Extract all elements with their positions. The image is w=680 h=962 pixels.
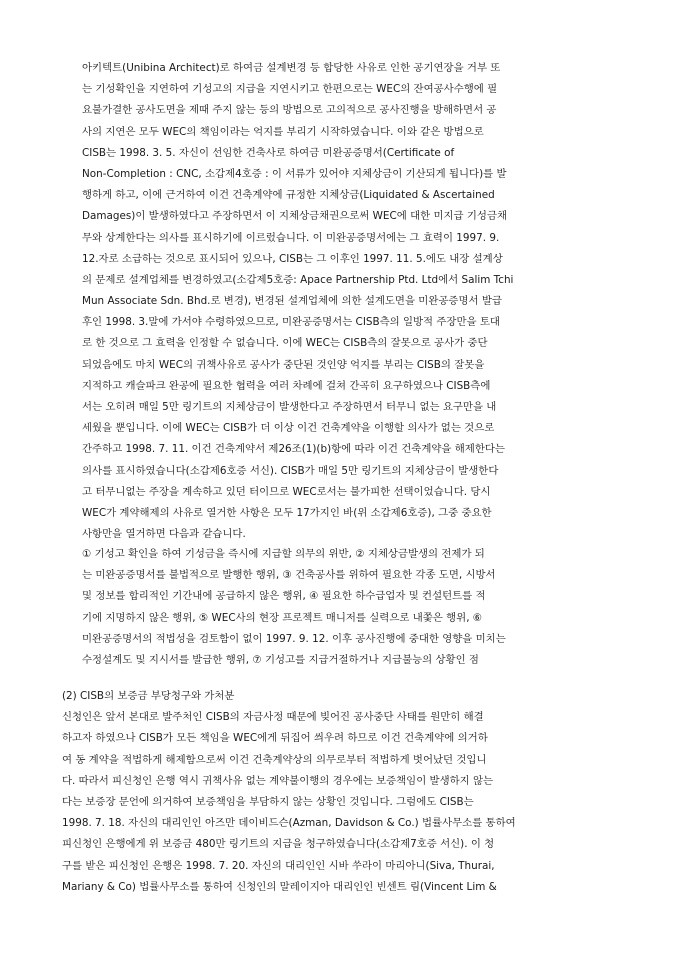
text-line: 다는 보증장 문언에 의거하여 보증책임을 부담하지 않는 상황인 것입니다. 그럼에도 CISB는	[62, 795, 474, 808]
text-line: Mun Associate Sdn. Bhd.로 변경), 변경된 설계업체에 의한 설계도면을 미완공증명서 발급	[82, 295, 502, 308]
text-line: 세웠을 뿐입니다. 이에 WEC는 CISB가 더 이상 이건 건축계약을 이행할 의사가 없는 것으로	[82, 422, 495, 435]
text-line: 사의 지연은 모두 WEC의 책임이라는 억지를 부리기 시작하였습니다. 이와 같은 방법으로	[82, 125, 484, 138]
text-line: 의 문제로 설계업체를 변경하였고(소갑제5호증: Apace Partnership Ptd. Ltd에서 Salim Tchi	[82, 273, 514, 286]
text-line: 되었음에도 마치 WEC의 귀책사유로 공사가 중단된 것인양 억지를 부리는 CISB의 잘못을	[82, 358, 485, 371]
text-line: WEC가 계약해제의 사유로 열거한 사항은 모두 17가지인 바(위 소갑제6호증), 그중 중요한	[82, 506, 492, 519]
text-line: 다. 따라서 피신청인 은행 역시 귀책사유 없는 계약불이행의 경우에는 보증책임이 발생하지 않는	[62, 774, 494, 787]
section-heading: (2) CISB의 보증금 부당청구와 가처분	[62, 690, 235, 702]
list-line: 기에 지명하지 않은 행위, ⑤ WEC사의 현장 프로젝트 매니저를 실력으로 내쫓은 행위, ⑥	[82, 611, 483, 624]
text-line: Mariany & Co) 법률사무소를 통하여 신청인의 말레이지아 대리인인 빈센트 림(Vincent Lim &	[62, 880, 497, 893]
text-line: 고 터무니없는 주장을 계속하고 있던 터이므로 WEC로서는 불가피한 선택이었습니다. 당시	[82, 485, 491, 498]
text-line: 요불가결한 공사도면을 제때 주지 않는 등의 방법으로 고의적으로 공사진행을 방해하면서 공	[82, 104, 497, 117]
text-line: 신청인은 앞서 본대로 발주처인 CISB의 자금사정 때문에 빚어진 공사중단 사태를 원만히 해결	[62, 711, 484, 724]
text-line: 여 동 계약을 적법하게 해제함으로써 이건 건축계약상의 의무로부터 적법하게 벗어났던 것입니	[62, 753, 487, 766]
text-line: 로 한 것으로 그 효력을 인정할 수 없습니다. 이에 WEC는 CISB측의 잘못으로 공사가 중단	[82, 337, 488, 350]
list-line: 및 정보를 합리적인 기간내에 공급하지 않은 행위, ④ 필요한 하수급업자 및 컨설턴트를 적	[82, 590, 486, 603]
text-line: CISB는 1998. 3. 5. 자신이 선임한 건축사로 하여금 미완공증명서(Certificate of	[82, 146, 455, 159]
text-line: 구를 받은 피신청인 은행은 1998. 7. 20. 자신의 대리인인 시바 쑤라이 마리아니(Siva, Thurai,	[62, 859, 495, 872]
list-line: 미완공증명서의 적법성을 검토함이 없이 1997. 9. 12. 이후 공사진행에 중대한 영향을 미치는	[82, 632, 506, 645]
text-line: 간주하고 1998. 7. 11. 이건 건축계약서 제26조(1)(b)항에 따라 이건 건축계약을 해제한다는	[82, 443, 505, 456]
text-line: 서는 오히려 매일 5만 링기트의 지체상금이 발생한다고 주장하면서 터무니 없는 요구만을 내	[82, 401, 497, 413]
text-line: 사항만을 열거하면 다음과 같습니다.	[82, 528, 246, 541]
text-line: 후인 1998. 3.말에 가서야 수령하였으므로, 미완공증명서는 CISB측의 일방적 주장만을 토대	[82, 316, 500, 329]
text-line: 의사를 표시하였습니다(소갑제6호증 서신). CISB가 매일 5만 링기트의 지체상금이 발생한다	[82, 464, 499, 477]
text-line: 행하게 하고, 이에 근거하여 이건 건축계약에 규정한 지체상금(Liquidated & Ascertained	[82, 189, 495, 202]
text-line: 아키텍트(Unibina Architect)로 하여금 설계변경 등 합당한 사유로 인한 공기연장을 거부 또	[82, 62, 501, 74]
text-line: 무와 상계한다는 의사를 표시하기에 이르렀습니다. 이 미완공증명서에는 그 효력이 1997. 9.	[82, 231, 500, 244]
text-line: Damages)이 발생하였다고 주장하면서 이 지체상금채권으로써 WEC에 대한 미지급 기성금채	[82, 210, 508, 223]
list-line: ① 기성고 확인을 하여 기성금을 즉시에 지급할 의무의 위반, ② 지체상금발생의 전제가 되	[82, 548, 485, 560]
text-line: 1998. 7. 18. 자신의 대리인인 아즈만 데이비드슨(Azman, Davidson & Co.) 법률사무소를 통하여	[62, 817, 516, 830]
paragraph-list	[82, 544, 622, 671]
text-line: 피신청인 은행에게 위 보증금 480만 링기트의 지급을 청구하였습니다(소갑제7호증 서신). 이 청	[62, 838, 495, 851]
section-2	[62, 686, 622, 898]
list-line: 수정설계도 및 지시서를 발급한 행위, ⑦ 기성고를 지급거절하거나 지급불능의 상황인 점	[82, 653, 479, 666]
text-line: Non-Completion : CNC, 소갑제4호증 : 이 서류가 있어야 지체상금이 기산되게 됩니다)를 발	[82, 167, 507, 180]
text-line: 지적하고 캐슬파크 완공에 필요한 협력을 여러 차례에 걸쳐 간곡히 요구하였으나 CISB측에	[82, 379, 491, 392]
text-line: 는 기성확인을 지연하여 기성고의 지급을 지연시키고 한편으로는 WEC의 잔여공사수행에 필	[82, 83, 498, 96]
text-line: 12.자로 소급하는 것으로 표시되어 있으나, CISB는 그 이후인 1997. 11. 5.에도 내장 설계상	[82, 252, 503, 265]
list-line: 는 미완공증명서를 불법적으로 발행한 행위, ③ 건축공사를 위하여 필요한 각종 도면, 시방서	[82, 569, 496, 582]
paragraph-main	[82, 58, 622, 545]
text-line: 하고자 하였으나 CISB가 모든 책임을 WEC에게 뒤집어 씌우려 하므로 이건 건축계약에 의거하	[62, 732, 488, 745]
